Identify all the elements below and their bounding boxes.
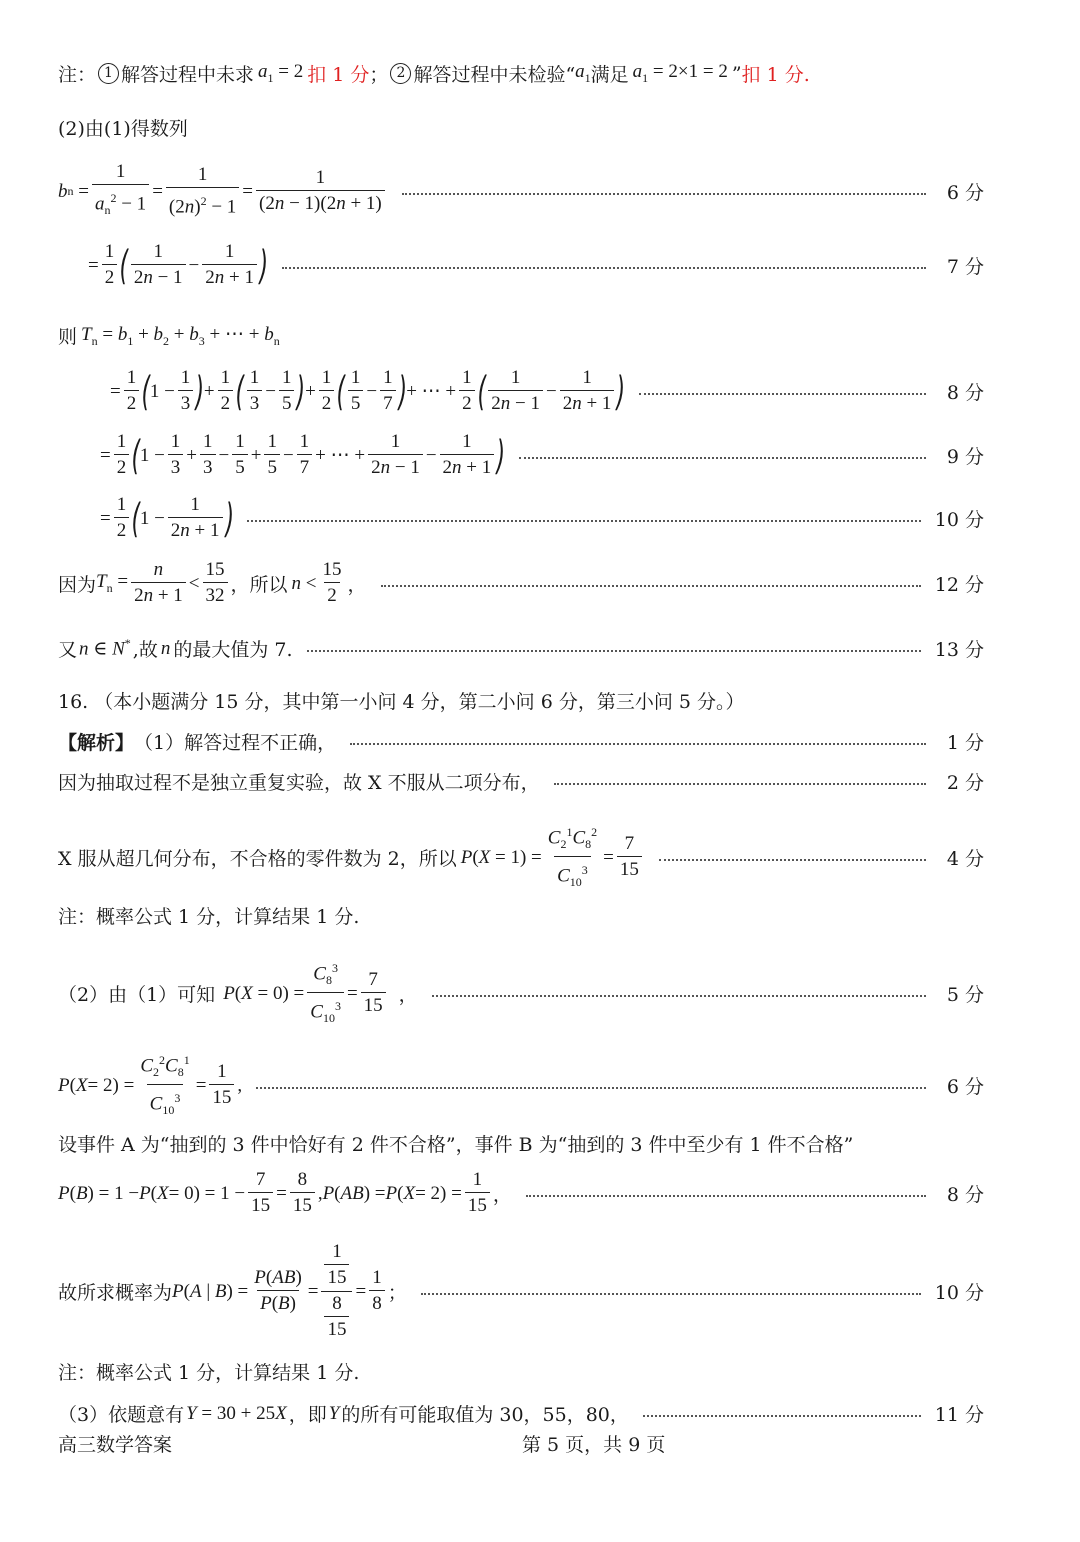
bn-formula: b n = $\frac{1}{a_n^2 - 1}$ = $\frac{1}{(2n)^2 - 1}$ = $\frac{1}{(2n - 1)(2n + 1)}$ — [58, 160, 388, 223]
hypergeometric-line: X 服从超几何分布，不合格的零件数为 2，所以 P(X = 1) = $\frac{C_2^1C_8^2}{C_{10}^3}$ = $\frac{7}{15}$ 4 分 — [58, 820, 984, 895]
score-1: 1 分 — [946, 732, 984, 754]
note-prefix: 注： — [58, 64, 97, 86]
event-text: 设事件 A 为“抽到的 3 件中恰好有 2 件不合格”，事件 B 为“抽到的 3 件中至少有 1 件不合格” — [58, 1134, 854, 1156]
note-text-1: 解答过程中未求 — [121, 64, 255, 86]
dot-leader — [432, 995, 926, 997]
max-n-c: 的最大值为 7. — [173, 639, 293, 661]
dot-leader — [639, 393, 926, 395]
score-12: 12 分 — [934, 574, 984, 596]
jiexi-text: （1）解答过程不正确， — [134, 732, 337, 754]
part3-c: 的所有可能取值为 30，55，80， — [341, 1404, 629, 1426]
dot-leader — [643, 1415, 921, 1417]
q16-header — [58, 687, 984, 714]
dot-leader — [554, 783, 926, 785]
score-2: 2 分 — [946, 772, 984, 794]
max-n-line — [58, 635, 984, 662]
part3-line: （3）依题意有 Y = 30 + 25X ，即 Y 的所有可能取值为 30，55，80， 11 分 — [58, 1400, 984, 1427]
reason-line — [58, 768, 984, 795]
dot-leader — [381, 585, 921, 587]
jiexi-label: 【解析】 — [58, 732, 135, 754]
score-6: 6 分 — [946, 182, 984, 205]
score-10: 10 分 — [934, 509, 984, 531]
note-text-2c: ” — [731, 62, 742, 85]
hyper-text: X 服从超几何分布，不合格的零件数为 2，所以 — [58, 848, 457, 871]
q16-header-text: 16. （本小题满分 15 分，其中第一小问 4 分，第二小问 6 分，第三小问 5 分。） — [58, 691, 745, 713]
deduct-2: 扣 1 分. — [741, 64, 810, 86]
footer-page-number: 第 5 页，共 9 页 — [522, 1434, 666, 1456]
bn-formula-line — [58, 160, 984, 223]
dot-leader — [307, 650, 921, 652]
deduct-1: 扣 1 分 — [307, 64, 370, 86]
score-8b: 8 分 — [946, 1184, 984, 1206]
jiexi-line — [58, 728, 984, 755]
dot-leader — [659, 859, 926, 861]
tn-expand-formula: = $\frac{1}{2}$ ( 1 − $\frac{1}{3}$ ) + $\frac{1}{2}$ ( $\frac{1}{3}$ − $\frac{1}{5}$ ) + $\frac{1}{2}$ ( $\frac{1}{5}$ − $\frac{1}{7}$ ) + ⋯ + $\frac{1}{2}$ ( $\frac{1}{2n - 1}$ − $\frac{1}{2n + 1}$ ) — [58, 366, 625, 417]
max-n-a: 又 — [58, 639, 78, 661]
dot-leader — [402, 193, 926, 195]
event-def-line — [58, 1130, 984, 1157]
conditional-line: 故所求概率为 P(A | B) = $\frac{P(AB)}{P(B)}$ = $\frac{\frac{1}{15}}{\frac{8}{15}}$ = $\frac{1}{8}$ ； 10 分 — [58, 1240, 984, 1343]
score-8: 8 分 — [946, 382, 984, 404]
max-n-text: 又 n ∈ N* ,故 n 的最大值为 7. — [58, 636, 293, 661]
score-7: 7 分 — [946, 256, 984, 278]
note-line-1 — [58, 60, 984, 87]
part2b-text: （2）由（1）可知 — [58, 984, 216, 1007]
score-11: 11 分 — [934, 1404, 984, 1426]
max-n-b: ,故 — [132, 639, 158, 661]
note-prob-1 — [58, 902, 984, 929]
because-label: 因为 — [58, 574, 97, 596]
tn-def: 则 $T_n = b_1 + b_2 + b_3$ + ⋯ + $b_n$ — [58, 323, 280, 348]
dot-leader — [519, 457, 926, 459]
then-label: 则 — [58, 326, 78, 348]
formula-a1: $a_1$ — [575, 61, 591, 85]
inequality-formula: 因为 $T_n$ = $\frac{n}{2n + 1}$ < $\frac{15}{32}$ ，所以 n < $\frac{15}{2}$ ， — [58, 558, 367, 609]
note-text-2b: 满足 — [590, 64, 629, 86]
p-x2-formula: P ( X = 2) = $\frac{C_2^2C_8^1}{C_{10}^3}$ = $\frac{1}{15}$ , — [58, 1048, 242, 1123]
note-prob-2 — [58, 1358, 984, 1385]
p-b-formula: P ( B ) = 1 − P ( X = 0) = 1 − $\frac{7}{15}$ = $\frac{8}{15}$ , P ( AB ) = P ( X = 2) = $\frac{1}{15}$ ， — [58, 1168, 512, 1219]
reason-text: 因为抽取过程不是独立重复实验，故 X 不服从二项分布， — [58, 772, 540, 794]
score-10b: 10 分 — [934, 1282, 984, 1304]
bn-split-line — [58, 240, 984, 291]
circle-number-2: 2 — [390, 63, 411, 84]
part3-b: ，即 — [288, 1404, 327, 1426]
dot-leader — [526, 1195, 926, 1197]
note-sep: ； — [369, 64, 389, 86]
p-x2-line — [58, 1048, 984, 1123]
score-13: 13 分 — [934, 639, 984, 661]
tn-expand-line — [58, 366, 984, 417]
formula-a1-check: $a_1 = 2\times 1 = 2$ — [632, 61, 728, 85]
dot-leader — [256, 1087, 926, 1089]
footer-title: 高三数学答案 — [58, 1434, 173, 1456]
part2-intro-text: (2)由(1)得数列 — [58, 118, 188, 140]
score-9: 9 分 — [946, 446, 984, 468]
p-b-line — [58, 1168, 984, 1219]
bn-split-formula: = $\frac{1}{2}$ ( $\frac{1}{2n - 1}$ − $\frac{1}{2n + 1}$ ) — [58, 240, 268, 291]
inequality-line — [58, 558, 984, 609]
p-x0-line: （2）由（1）可知 P(X = 0) = $\frac{C_8^3}{C_{10}^3}$ = $\frac{7}{15}$ ， 5 分 — [58, 956, 984, 1031]
tn-def-line — [58, 322, 984, 349]
part2-intro — [58, 114, 984, 141]
tn-result-formula: = $\frac{1}{2}$ ( 1 − $\frac{1}{2n + 1}$ ) — [58, 493, 233, 544]
tn-result-line — [58, 493, 984, 544]
dot-leader — [350, 743, 926, 745]
cond-text: 故所求概率为 — [58, 1282, 173, 1304]
dot-leader — [247, 520, 921, 522]
so-label: ，所以 — [230, 574, 288, 596]
tn-telescope-formula: = $\frac{1}{2}$ ( 1 − $\frac{1}{3}$ + $\frac{1}{3}$ − $\frac{1}{5}$ + $\frac{1}{5}$ − $\frac{1}{7}$ + ⋯ + $\frac{1}{2n - 1}$ − $\frac{1}{2n + 1}$ ) — [58, 430, 505, 481]
note-text-2: 解答过程中未检验“ — [413, 64, 576, 86]
formula-a1-eq-2: $a_1 = 2$ — [258, 61, 304, 85]
dot-leader — [282, 267, 926, 269]
tn-telescope-line — [58, 430, 984, 481]
note-prob-text-1: 注：概率公式 1 分，计算结果 1 分. — [58, 906, 360, 928]
score-5: 5 分 — [946, 984, 984, 1007]
circle-number-1: 1 — [98, 63, 119, 84]
score-6b: 6 分 — [946, 1076, 984, 1099]
part3-a: （3）依题意有 — [58, 1404, 185, 1426]
score-4: 4 分 — [946, 848, 984, 871]
note-prob-text-2: 注：概率公式 1 分，计算结果 1 分. — [58, 1362, 360, 1384]
dot-leader — [421, 1293, 921, 1295]
